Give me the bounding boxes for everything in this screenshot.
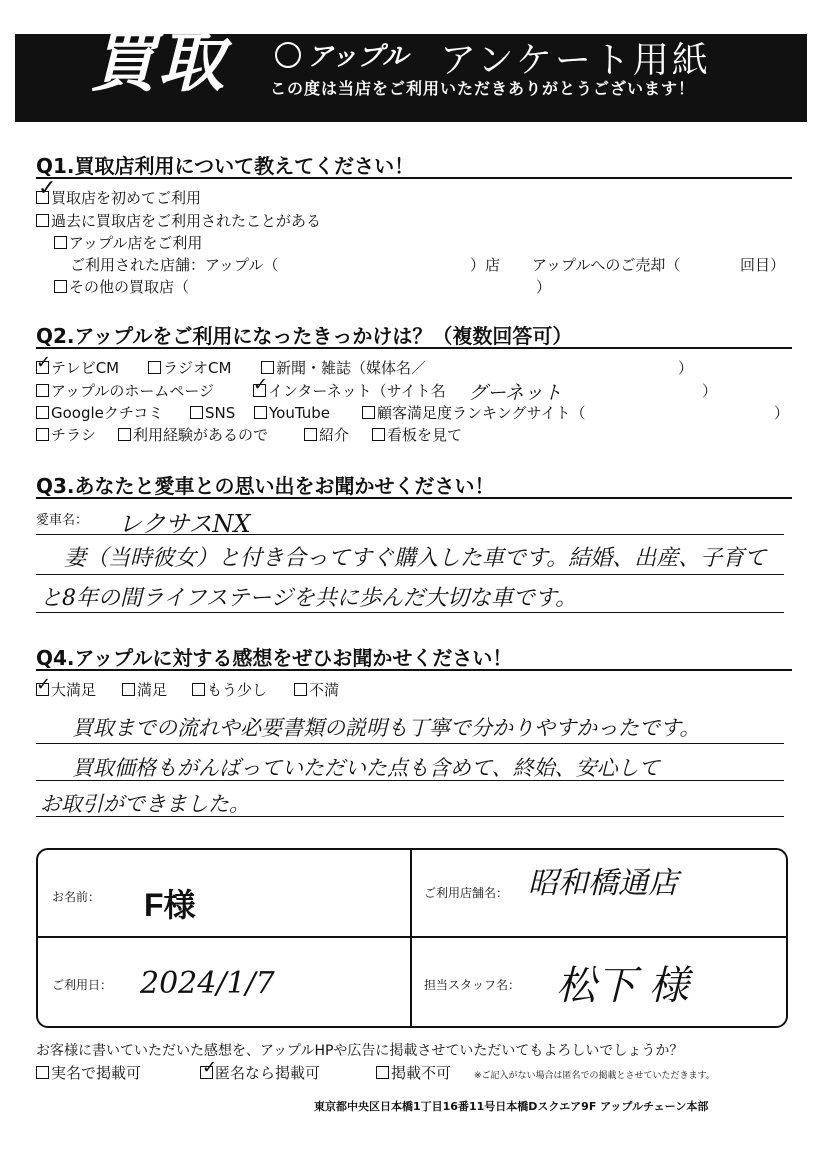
checkbox[interactable] xyxy=(376,1066,389,1079)
q3-memory-line-1: 妻（当時彼女）と付き合ってすぐ購入した車です。結婚、出産、子育て xyxy=(64,546,767,571)
brand-logo xyxy=(275,36,408,73)
q1-option-other[interactable]: その他の買取店（ xyxy=(54,280,189,295)
customer-name-value: F様 xyxy=(144,887,196,923)
q2-option-google[interactable]: Googleクチコミ xyxy=(36,406,163,421)
q4-writing-line xyxy=(36,743,784,744)
table-divider-horizontal xyxy=(36,936,788,938)
q4-comment-line-3: お取引ができました。 xyxy=(40,792,250,816)
checkbox[interactable] xyxy=(254,406,267,419)
store-name-value: 昭和橋通店 xyxy=(528,866,678,901)
checkbox[interactable] xyxy=(261,361,274,374)
q2-news-close: ） xyxy=(678,359,694,377)
q2-option-signboard[interactable]: 看板を見て xyxy=(372,428,462,443)
q4-comment-line-1: 買取までの流れや必要書類の説明も丁寧で分かりやすかったです。 xyxy=(72,716,701,740)
checkbox[interactable] xyxy=(362,406,375,419)
checkbox[interactable] xyxy=(192,683,205,696)
q2-option-flyer[interactable]: チラシ xyxy=(36,428,96,443)
q2-option-homepage[interactable]: アップルのホームページ xyxy=(36,384,214,399)
q3-car-name-handwritten: レクサスNX xyxy=(118,510,251,538)
q2-internet-site-handwritten: グーネット xyxy=(468,382,563,404)
q4-writing-line xyxy=(36,780,784,781)
q2-option-youtube[interactable]: YouTube xyxy=(254,406,330,421)
consent-option-anonymous[interactable]: 匿名なら掲載可 xyxy=(200,1066,320,1081)
q3-writing-line xyxy=(36,574,784,575)
staff-name-value: 松下 様 xyxy=(556,963,689,1009)
q2-option-news[interactable]: 新聞・雑誌（媒体名／ xyxy=(261,361,426,376)
checkbox[interactable] xyxy=(36,428,49,441)
checkbox[interactable] xyxy=(294,683,307,696)
q1-option-first[interactable]: 買取店を初めてご利用 xyxy=(36,191,201,206)
q3-writing-line xyxy=(36,534,784,535)
checkbox[interactable] xyxy=(54,236,67,249)
checkbox[interactable] xyxy=(122,683,135,696)
q4-option-satisfied[interactable]: 満足 xyxy=(122,683,167,698)
form-title: アンケート用紙 xyxy=(440,40,711,81)
checkmark-icon: ✓ xyxy=(38,176,57,201)
q3-memory-line-2: と8年の間ライフステージを共に歩んだ大切な車です。 xyxy=(40,586,578,611)
checkbox[interactable] xyxy=(54,280,67,293)
q2-ranking-close: ） xyxy=(774,404,790,422)
q2-option-experience[interactable]: 利用経験があるので xyxy=(118,428,268,443)
checkbox[interactable] xyxy=(304,428,317,441)
q4-writing-line xyxy=(36,816,784,817)
q4-option-unsatisfied[interactable]: 不満 xyxy=(294,683,339,698)
q2-option-ranking[interactable]: 顧客満足度ランキングサイト（ xyxy=(362,406,586,421)
checkbox[interactable] xyxy=(372,428,385,441)
q3-car-label: 愛車名： xyxy=(36,513,89,528)
q4-option-very-satisfied[interactable]: 大満足 xyxy=(36,683,96,698)
q4-title: Q4.アップルに対する感想をぜひお聞かせください！ xyxy=(36,646,513,670)
checkbox[interactable] xyxy=(190,406,203,419)
q2-title: Q2.アップルをご利用になったきっかけは？（複数回答可） xyxy=(36,324,573,348)
q1-other-suffix: ） xyxy=(536,278,552,296)
logo-kaitori: 買取 xyxy=(90,24,226,101)
q3-title: Q3.あなたと愛車との思い出をお聞かせください！ xyxy=(36,474,495,498)
company-address: 東京都中央区日本橋1丁目16番11号日本橋Dスクエア9F アップルチェーン本部 xyxy=(314,1100,709,1113)
checkbox[interactable] xyxy=(118,428,131,441)
q2-option-tv[interactable]: テレビCM xyxy=(36,361,119,376)
thanks-message: この度は当店をご利用いただきありがとうございます！ xyxy=(270,79,696,98)
checkbox[interactable] xyxy=(36,1066,49,1079)
checkbox[interactable] xyxy=(36,406,49,419)
consent-option-real-name[interactable]: 実名で掲載可 xyxy=(36,1066,141,1081)
staff-name-label: 担当スタッフ名： xyxy=(424,978,521,992)
q2-option-referral[interactable]: 紹介 xyxy=(304,428,349,443)
checkmark-icon: ✓ xyxy=(36,352,52,373)
q1-sales-label: アップルへのご売却（ xyxy=(532,256,681,274)
q2-option-internet[interactable]: インターネット（サイト名 xyxy=(253,384,446,399)
q4-comment-line-2: 買取価格もがんばっていただいた点も含めて、終始、安心して xyxy=(72,756,660,780)
consent-note: ※ご記入がない場合は匿名での掲載とさせていただきます。 xyxy=(474,1071,715,1081)
checkmark-icon: ✓ xyxy=(253,374,269,395)
checkmark-icon: ✓ xyxy=(36,674,52,695)
consent-option-not-allowed[interactable]: 掲載不可 xyxy=(376,1066,451,1081)
checkbox[interactable] xyxy=(36,384,49,397)
q2-internet-close: ） xyxy=(702,382,718,400)
q1-option-past[interactable]: 過去に買取店をご利用されたことがある xyxy=(36,214,321,229)
q2-option-sns[interactable]: SNS xyxy=(190,406,235,421)
q1-store-suffix: ）店 xyxy=(470,256,501,274)
q2-option-radio[interactable]: ラジオCM xyxy=(148,361,231,376)
q4-rule xyxy=(36,669,792,671)
q1-option-apple[interactable]: アップル店をご利用 xyxy=(54,236,202,251)
name-label: お名前： xyxy=(52,890,101,904)
store-name-label: ご利用店舗名： xyxy=(424,886,509,900)
checkbox[interactable] xyxy=(36,214,49,227)
visit-date-value: 2024/1/7 xyxy=(140,966,275,1001)
visit-date-label: ご利用日： xyxy=(52,978,113,992)
q1-sales-suffix: 回目） xyxy=(740,256,786,274)
checkbox[interactable] xyxy=(148,361,161,374)
brand-name: アップル xyxy=(307,42,409,72)
q1-title: Q1.買取店利用について教えてください！ xyxy=(36,154,415,178)
q1-rule xyxy=(36,177,792,179)
checkmark-icon: ✓ xyxy=(202,1057,218,1078)
q3-writing-line xyxy=(36,612,784,613)
q3-rule xyxy=(36,497,792,499)
q2-rule xyxy=(36,347,792,349)
q1-store-label: ご利用された店舗：アップル（ xyxy=(70,256,279,274)
publish-consent-question: お客様に書いていただいた感想を、アップルHPや広告に掲載させていただいてもよろしいでしょうか？ xyxy=(36,1043,684,1059)
apple-icon xyxy=(275,42,301,68)
q4-option-little[interactable]: もう少し xyxy=(192,683,267,698)
